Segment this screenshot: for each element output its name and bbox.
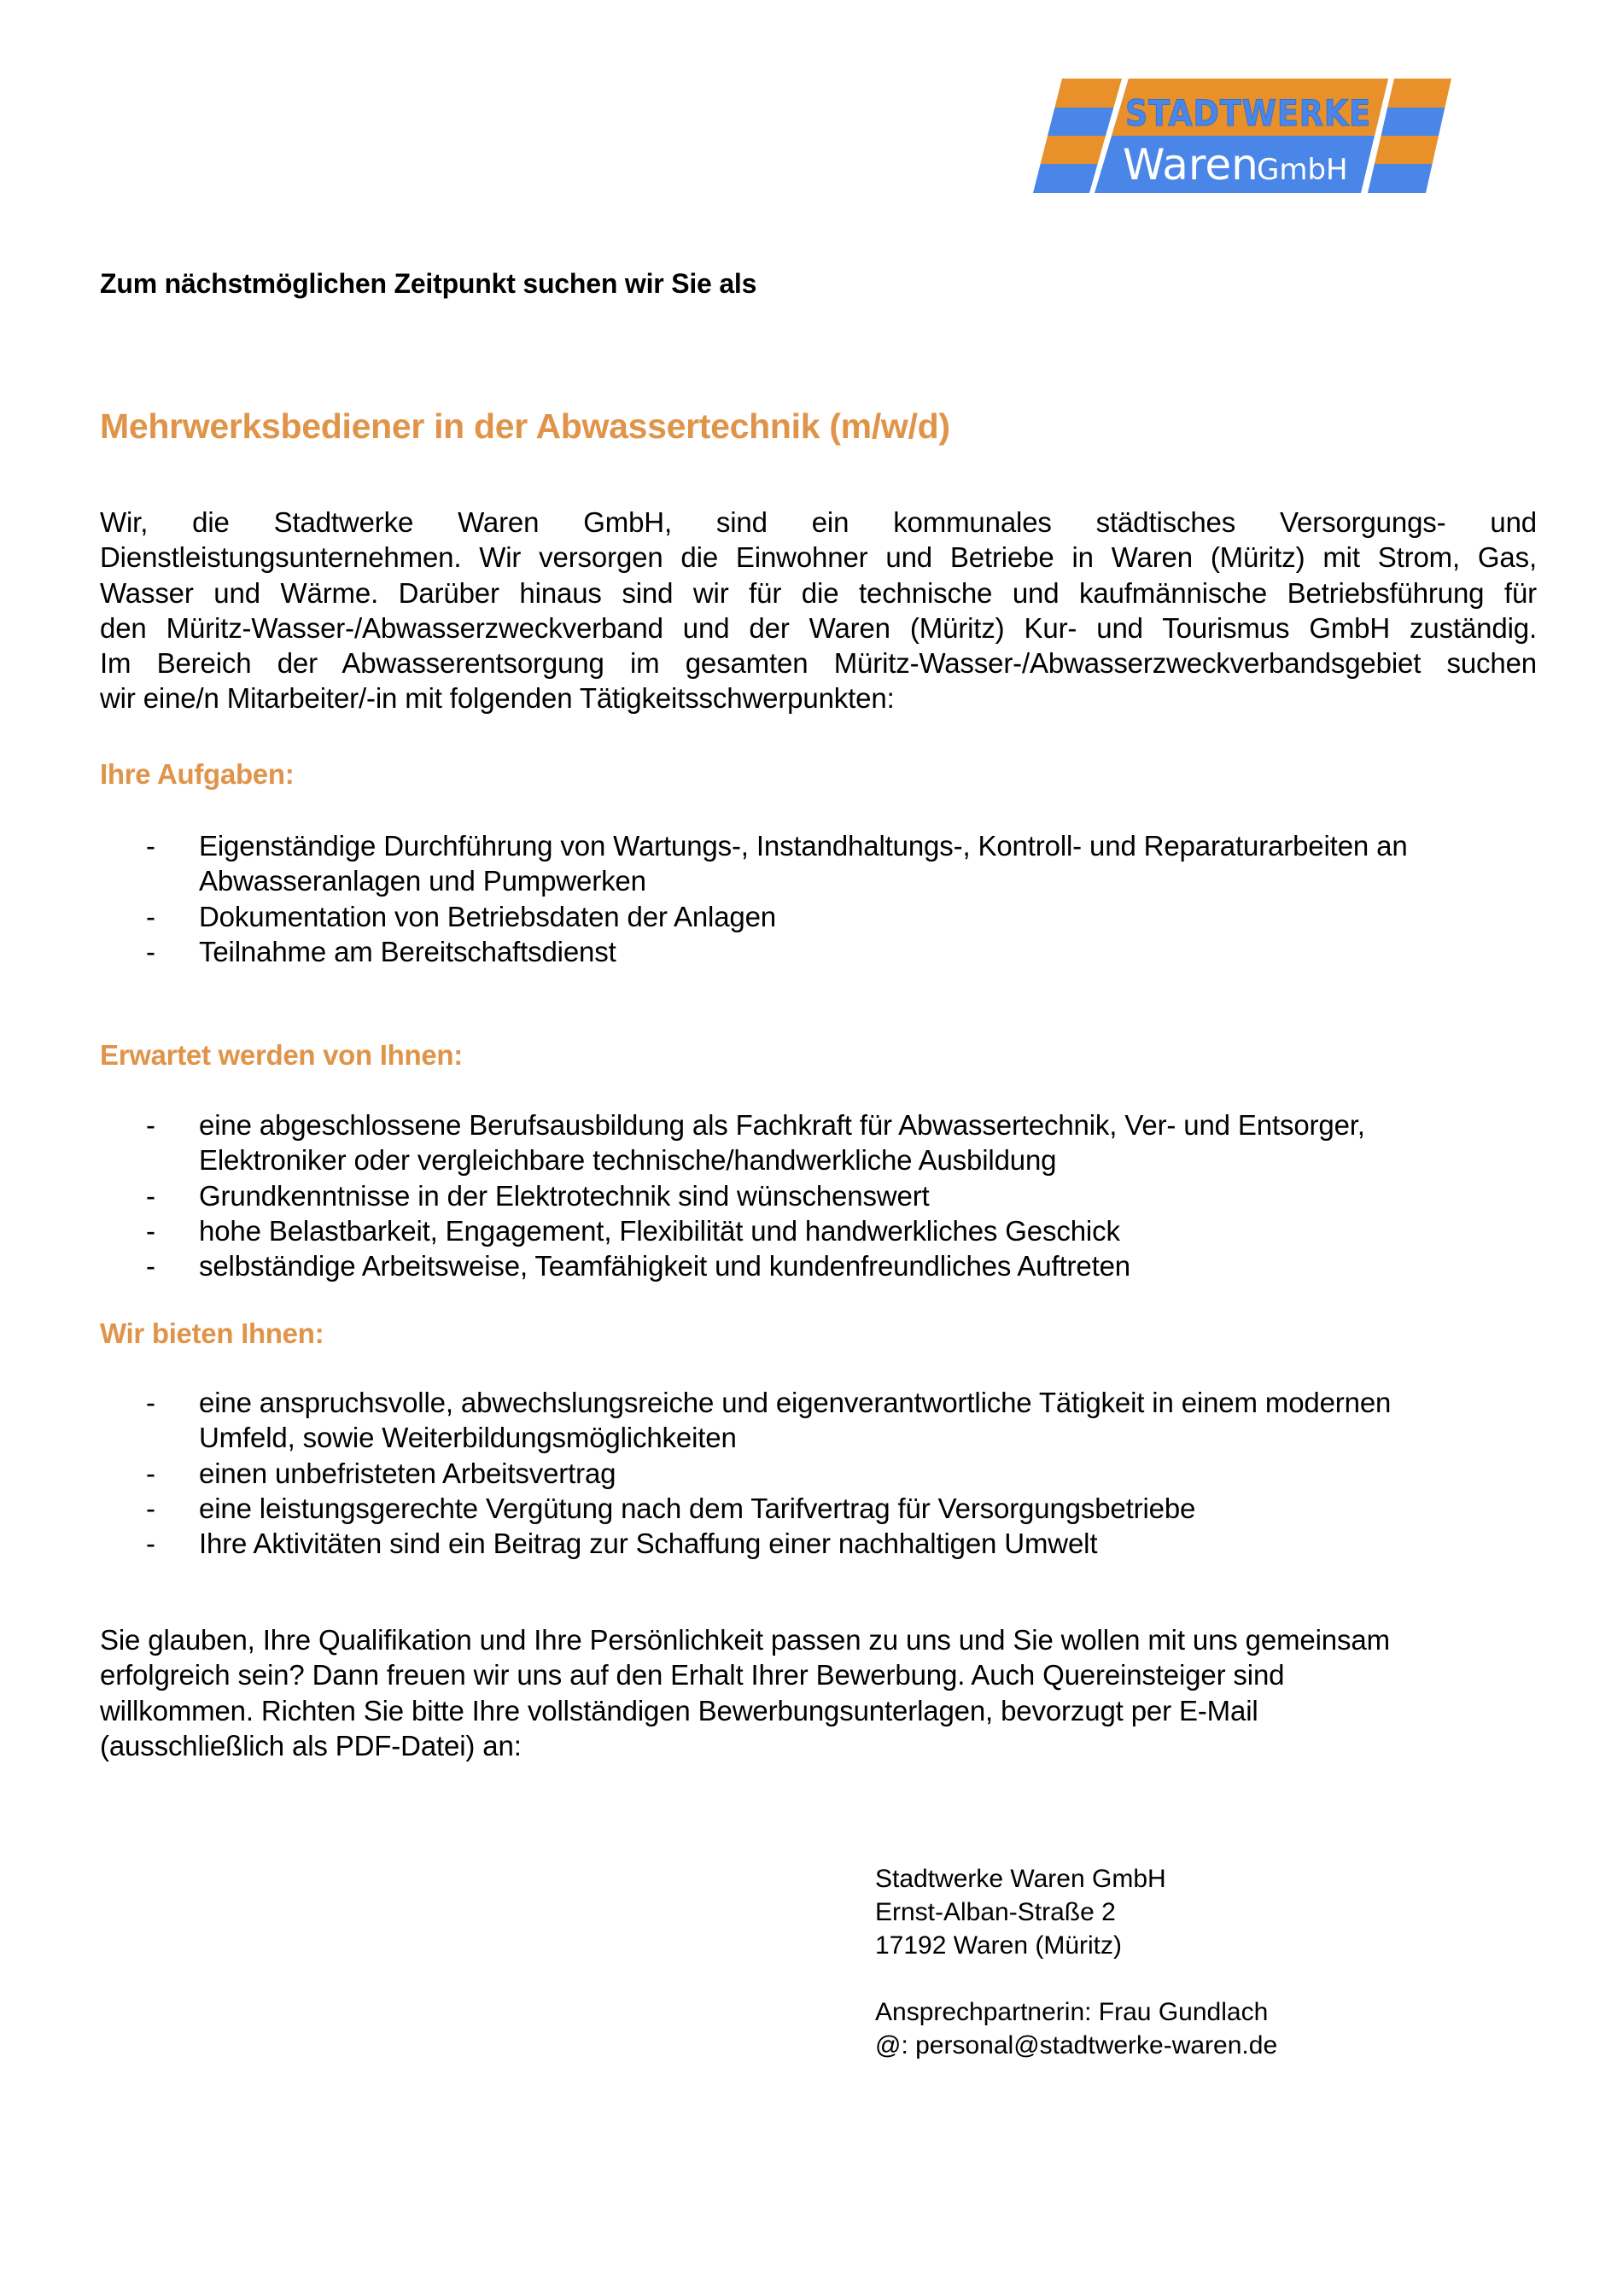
- dash-bullet-icon: -: [146, 1387, 155, 1418]
- section-heading-tasks: Ihre Aufgaben:: [100, 758, 295, 790]
- list-item-text: Teilnahme am Bereitschaftsdienst: [199, 935, 616, 967]
- paragraph-line: Wasser und Wärme. Darüber hinaus sind wir für die technische und kaufmännische Betriebsführung für: [100, 576, 1537, 609]
- paragraph-line: wir eine/n Mitarbeiter/-in mit folgenden Tätigkeitsschwerpunkten:: [100, 682, 895, 715]
- paragraph-line: Wir, die Stadtwerke Waren GmbH, sind ein kommunales städtisches Versorgungs- und: [100, 506, 1537, 538]
- section-heading-requirements: Erwartet werden von Ihnen:: [100, 1039, 463, 1071]
- contact-email-link[interactable]: @: personal@stadtwerke-waren.de: [875, 2031, 1278, 2059]
- paragraph-line: (ausschließlich als PDF-Datei) an:: [100, 1729, 522, 1761]
- dash-bullet-icon: -: [146, 830, 155, 862]
- contact-person: Ansprechpartnerin: Frau Gundlach: [875, 1998, 1269, 2026]
- list-item-text: Grundkenntnisse in der Elektrotechnik sind wünschenswert: [199, 1179, 930, 1212]
- list-item: [100, 1248, 1537, 1283]
- stadtwerke-logo-graphic: [1033, 79, 1511, 193]
- logo-line2-main: Waren: [1123, 140, 1258, 190]
- list-item-text: Ihre Aktivitäten sind ein Beitrag zur Schaffung einer nachhaltigen Umwelt: [199, 1528, 1098, 1560]
- paragraph-line: den Müritz-Wasser-/Abwasserzweckverband und der Waren (Müritz) Kur- und Tourismus GmbH zuständig.: [100, 611, 1537, 644]
- paragraph-line: Sie glauben, Ihre Qualifikation und Ihre Persönlichkeit passen zu uns und Sie wollen mit uns gemeinsam: [100, 1624, 1390, 1656]
- paragraph-line: erfolgreich sein? Dann freuen wir uns auf den Erhalt Ihrer Bewerbung. Auch Quereinsteiger sind: [100, 1659, 1285, 1691]
- list-item-text: Dokumentation von Betriebsdaten der Anlagen: [199, 900, 777, 932]
- paragraph-line: willkommen. Richten Sie bitte Ihre vollständigen Bewerbungsunterlagen, bevorzugt per E-Mail: [100, 1694, 1258, 1726]
- dash-bullet-icon: -: [146, 1214, 155, 1247]
- list-item-text: einen unbefristeten Arbeitsvertrag: [199, 1457, 616, 1489]
- company-logo: [1033, 79, 1511, 193]
- intro-paragraph: [100, 505, 1537, 716]
- list-item-text: Eigenständige Durchführung von Wartungs-, Instandhaltungs-, Kontroll- und Reparaturarbeiten an: [199, 830, 1408, 862]
- logo-line1: STADTWERKE: [1125, 92, 1371, 134]
- list-item: [100, 1107, 1537, 1178]
- dash-bullet-icon: -: [146, 1109, 155, 1141]
- dash-bullet-icon: -: [146, 1457, 155, 1489]
- logo-line2-suffix: GmbH: [1257, 153, 1348, 187]
- list-item-text: Elektroniker oder vergleichbare technische/handwerkliche Ausbildung: [199, 1144, 1057, 1177]
- list-item: [100, 899, 1537, 934]
- list-item-text: selbständige Arbeitsweise, Teamfähigkeit und kundenfreundliches Auftreten: [199, 1250, 1130, 1282]
- dash-bullet-icon: -: [146, 1492, 155, 1524]
- list-item: [100, 828, 1537, 899]
- closing-paragraph: [100, 1622, 1537, 1763]
- list-item-text: Abwasseranlagen und Pumpwerken: [199, 865, 646, 897]
- list-item-text: eine leistungsgerechte Vergütung nach dem Tarifvertrag für Versorgungsbetriebe: [199, 1492, 1196, 1524]
- tasks-list: [100, 828, 1537, 969]
- list-item: [100, 1491, 1537, 1526]
- benefits-list: [100, 1385, 1537, 1561]
- job-title: Mehrwerksbediener in der Abwassertechnik (m/w/d): [100, 406, 950, 446]
- list-item-text: eine anspruchsvolle, abwechslungsreiche und eigenverantwortliche Tätigkeit in einem modernen: [199, 1387, 1392, 1418]
- dash-bullet-icon: -: [146, 1250, 155, 1282]
- intro-line: Zum nächstmöglichen Zeitpunkt suchen wir Sie als: [100, 268, 757, 299]
- address-company: Stadtwerke Waren GmbH: [875, 1865, 1166, 1893]
- address-street: Ernst-Alban-Straße 2: [875, 1898, 1116, 1926]
- list-item-text: eine abgeschlossene Berufsausbildung als Fachkraft für Abwassertechnik, Ver- und Entsorger,: [199, 1109, 1365, 1141]
- list-item: [100, 1526, 1537, 1561]
- requirements-list: [100, 1107, 1537, 1283]
- list-item: [100, 1178, 1537, 1213]
- list-item: [100, 1213, 1537, 1248]
- list-item-text: Umfeld, sowie Weiterbildungsmöglichkeiten: [199, 1422, 737, 1454]
- paragraph-line: Im Bereich der Abwasserentsorgung im gesamten Müritz-Wasser-/Abwasserzweckverbandsgebiet suchen: [100, 647, 1537, 680]
- dash-bullet-icon: -: [146, 1179, 155, 1212]
- dash-bullet-icon: -: [146, 1528, 155, 1560]
- dash-bullet-icon: -: [146, 900, 155, 932]
- list-item-text: hohe Belastbarkeit, Engagement, Flexibilität und handwerkliches Geschick: [199, 1214, 1120, 1247]
- section-heading-benefits: Wir bieten Ihnen:: [100, 1317, 324, 1349]
- dash-bullet-icon: -: [146, 935, 155, 967]
- paragraph-line: Dienstleistungsunternehmen. Wir versorgen die Einwohner und Betriebe in Waren (Müritz) mit Strom, Gas,: [100, 541, 1537, 574]
- address-city: 17192 Waren (Müritz): [875, 1931, 1122, 1960]
- address-spacer: [875, 1962, 1277, 1995]
- list-item: [100, 934, 1537, 969]
- list-item: [100, 1456, 1537, 1491]
- contact-address-block: [875, 1862, 1277, 2062]
- list-item: [100, 1385, 1537, 1456]
